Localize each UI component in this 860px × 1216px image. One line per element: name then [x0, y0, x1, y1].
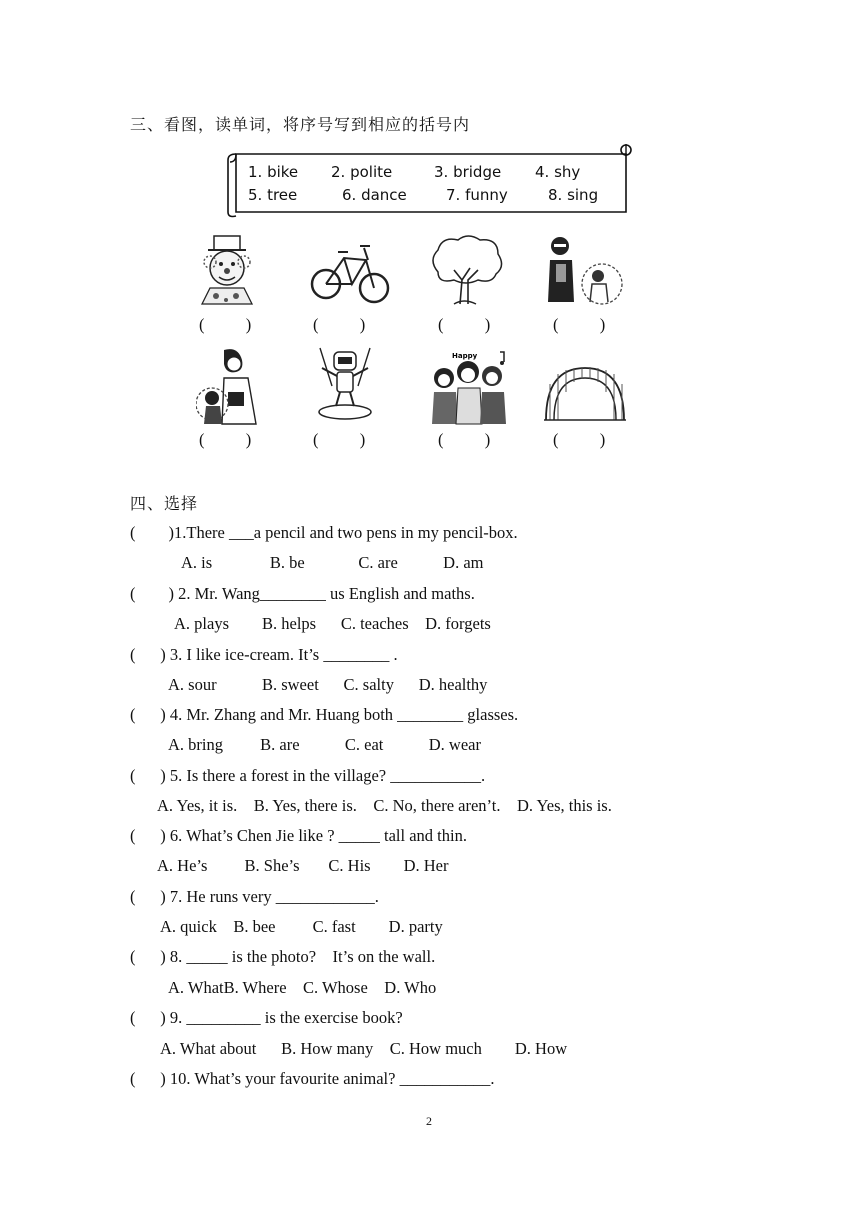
bridge-picture: [544, 358, 626, 426]
section3-title: 三、看图，读单词，将序号写到相应的括号内: [130, 115, 471, 134]
dancing-robot-picture: [310, 346, 380, 426]
page-number: 2: [426, 1114, 432, 1128]
question-3[interactable]: ( ) 3. I like ice-cream. It’s ________ .: [130, 645, 398, 664]
question-6[interactable]: ( ) 6. What’s Chen Jie like ? _____ tall and thin.: [130, 826, 467, 845]
tree-picture: [426, 234, 506, 306]
question-7-options: A. quick B. bee C. fast D. party: [160, 917, 443, 936]
word-6: 6. dance: [342, 186, 407, 204]
answer-blank-5[interactable]: ( ): [199, 430, 252, 449]
question-10[interactable]: ( ) 10. What’s your favourite animal? ___________.: [130, 1069, 495, 1088]
clown-picture: [196, 234, 258, 306]
polite-girl-picture: [196, 346, 262, 426]
section4-title: 四、选择: [130, 494, 199, 513]
happy-label: Happy: [452, 352, 478, 360]
answer-blank-6[interactable]: ( ): [313, 430, 366, 449]
word-5: 5. tree: [248, 186, 298, 204]
question-1[interactable]: ( )1.There ___a pencil and two pens in my pencil-box.: [130, 523, 518, 542]
question-3-options: A. sour B. sweet C. salty D. healthy: [168, 675, 488, 694]
question-4-options: A. bring B. are C. eat D. wear: [168, 735, 481, 754]
answer-blank-3[interactable]: ( ): [438, 315, 491, 334]
answer-blank-7[interactable]: ( ): [438, 430, 491, 449]
word-4: 4. shy: [535, 163, 581, 181]
word-7: 7. funny: [446, 186, 508, 204]
question-2-options: A. plays B. helps C. teaches D. forgets: [174, 614, 491, 633]
question-7[interactable]: ( ) 7. He runs very ____________.: [130, 887, 379, 906]
question-2[interactable]: ( ) 2. Mr. Wang________ us English and maths.: [130, 584, 475, 603]
question-5[interactable]: ( ) 5. Is there a forest in the village? ___________.: [130, 766, 486, 785]
question-4[interactable]: ( ) 4. Mr. Zhang and Mr. Huang both ________ glasses.: [130, 705, 519, 724]
word-1: 1. bike: [248, 163, 299, 181]
answer-blank-1[interactable]: ( ): [199, 315, 252, 334]
question-6-options: A. He’s B. She’s C. His D. Her: [157, 856, 449, 875]
word-8: 8. sing: [548, 186, 599, 204]
question-8[interactable]: ( ) 8. _____ is the photo? It’s on the wall.: [130, 947, 436, 966]
word-2: 2. polite: [331, 163, 393, 181]
question-1-options: A. is B. be C. are D. am: [181, 553, 484, 572]
question-5-options: A. Yes, it is. B. Yes, there is. C. No, there aren’t. D. Yes, this is.: [157, 796, 612, 815]
shy-boy-picture: [546, 234, 626, 306]
bicycle-picture: [308, 236, 392, 304]
answer-blank-8[interactable]: ( ): [553, 430, 606, 449]
question-9-options: A. What about B. How many C. How much D. How: [160, 1039, 568, 1058]
question-9[interactable]: ( ) 9. _________ is the exercise book?: [130, 1008, 403, 1027]
question-8-options: A. WhatB. Where C. Whose D. Who: [168, 978, 437, 997]
singing-kids-picture: [428, 348, 514, 426]
answer-blank-4[interactable]: ( ): [553, 315, 606, 334]
word-3: 3. bridge: [434, 163, 502, 181]
answer-blank-2[interactable]: ( ): [313, 315, 366, 334]
